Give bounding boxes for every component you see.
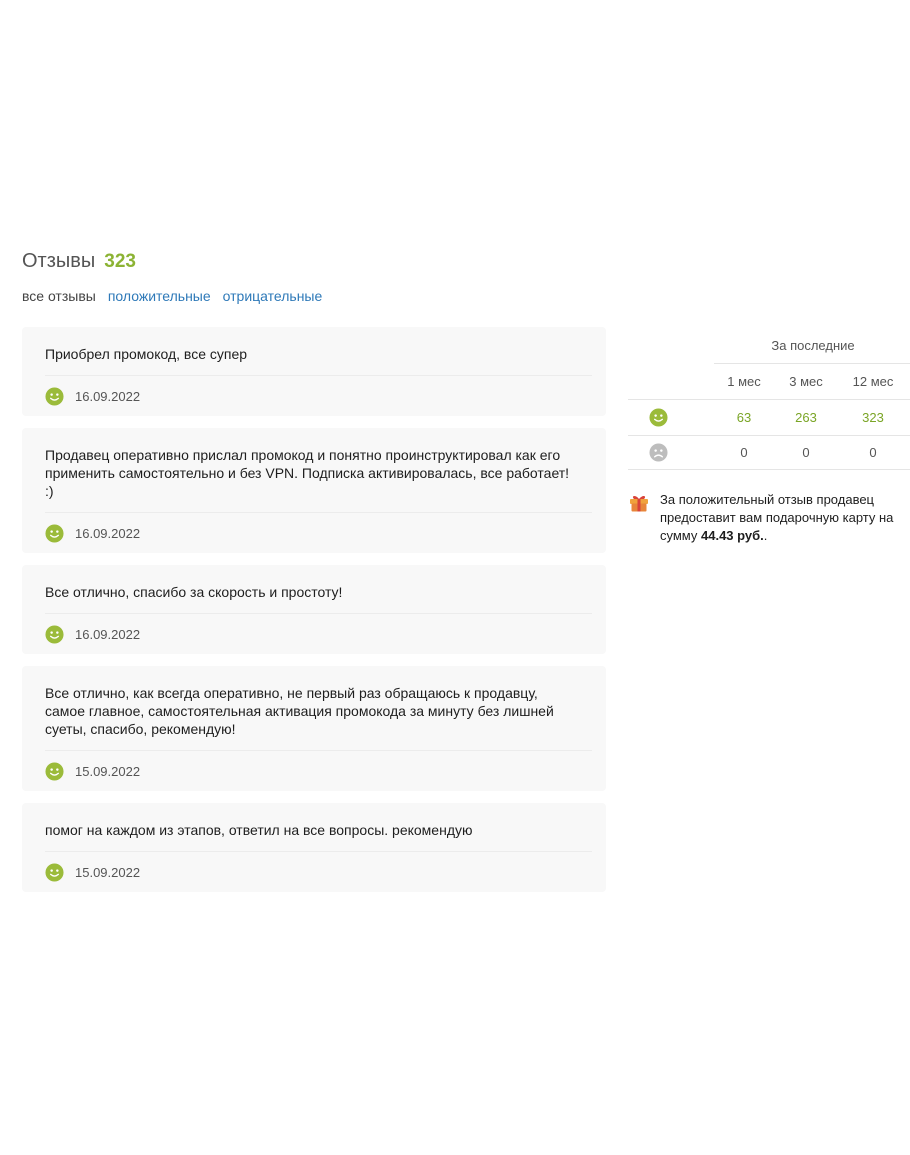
review-date: 15.09.2022 [75,763,141,779]
stats-positive-row [628,400,910,434]
stats-negative-12m: 0 [869,444,877,460]
gift-text-main: За положительный отзыв продавец предоставит вам подарочную карту на сумму [660,492,894,543]
gift-text [660,491,910,545]
review-text: Продавец оперативно прислал промокод и понятно проинструктировал как его применить самостоятельно и без VPN. Подписка активировалась, все работает! :) [45,447,570,499]
reviews-count: 323 [104,251,136,272]
gift-text-end: . [763,528,768,543]
review-text: Все отлично, как всегда оперативно, не первый раз обращаюсь к продавцу, самое главное, самостоятельная активация промокода за минуту без лишней суеты, спасибо, рекомендую! [45,685,554,737]
review-date: 16.09.2022 [75,525,141,541]
gift-amount: 44.43 руб. [701,528,764,543]
review-card [22,803,606,892]
filter-positive[interactable]: положительные [107,288,211,304]
smile-positive-icon [45,762,64,781]
smile-positive-icon [45,625,64,644]
review-date: 16.09.2022 [75,388,141,404]
stats-negative-row [628,435,910,469]
filter-negative[interactable]: отрицательные [222,288,323,304]
page-title: Отзывы [22,250,96,272]
stats-heading: За последние [771,338,855,353]
stats-positive-12m: 323 [862,409,884,425]
stats-negative-3m: 0 [802,444,810,460]
stats-positive-1m: 63 [736,409,752,425]
smile-positive-icon [45,387,64,406]
smile-positive-icon [45,863,64,882]
smile-positive-icon [45,524,64,543]
divider [628,469,910,470]
gift-notice [628,491,910,545]
smile-negative-icon [649,443,668,462]
smile-positive-icon [649,408,668,427]
review-text: помог на каждом из этапов, ответил на все вопросы. рекомендую [45,822,473,838]
reviews-list [22,327,606,904]
review-text: Приобрел промокод, все супер [45,346,248,362]
review-text: Все отлично, спасибо за скорость и простоту! [45,584,343,600]
review-date: 15.09.2022 [75,864,141,880]
review-card [22,565,606,654]
stats-negative-1m: 0 [740,444,748,460]
reviews-header [22,250,136,273]
stats-positive-3m: 263 [795,409,817,425]
review-filters [22,288,322,304]
stats-header-row [628,364,910,399]
review-card [22,428,606,553]
review-card [22,327,606,416]
filter-all[interactable]: все отзывы [22,288,96,304]
review-date: 16.09.2022 [75,626,141,642]
stats-col-2: 3 мес [789,374,823,389]
review-card [22,666,606,791]
gift-icon [628,491,650,513]
stats-col-3: 12 мес [852,374,894,389]
stats-col-1: 1 мес [727,374,761,389]
